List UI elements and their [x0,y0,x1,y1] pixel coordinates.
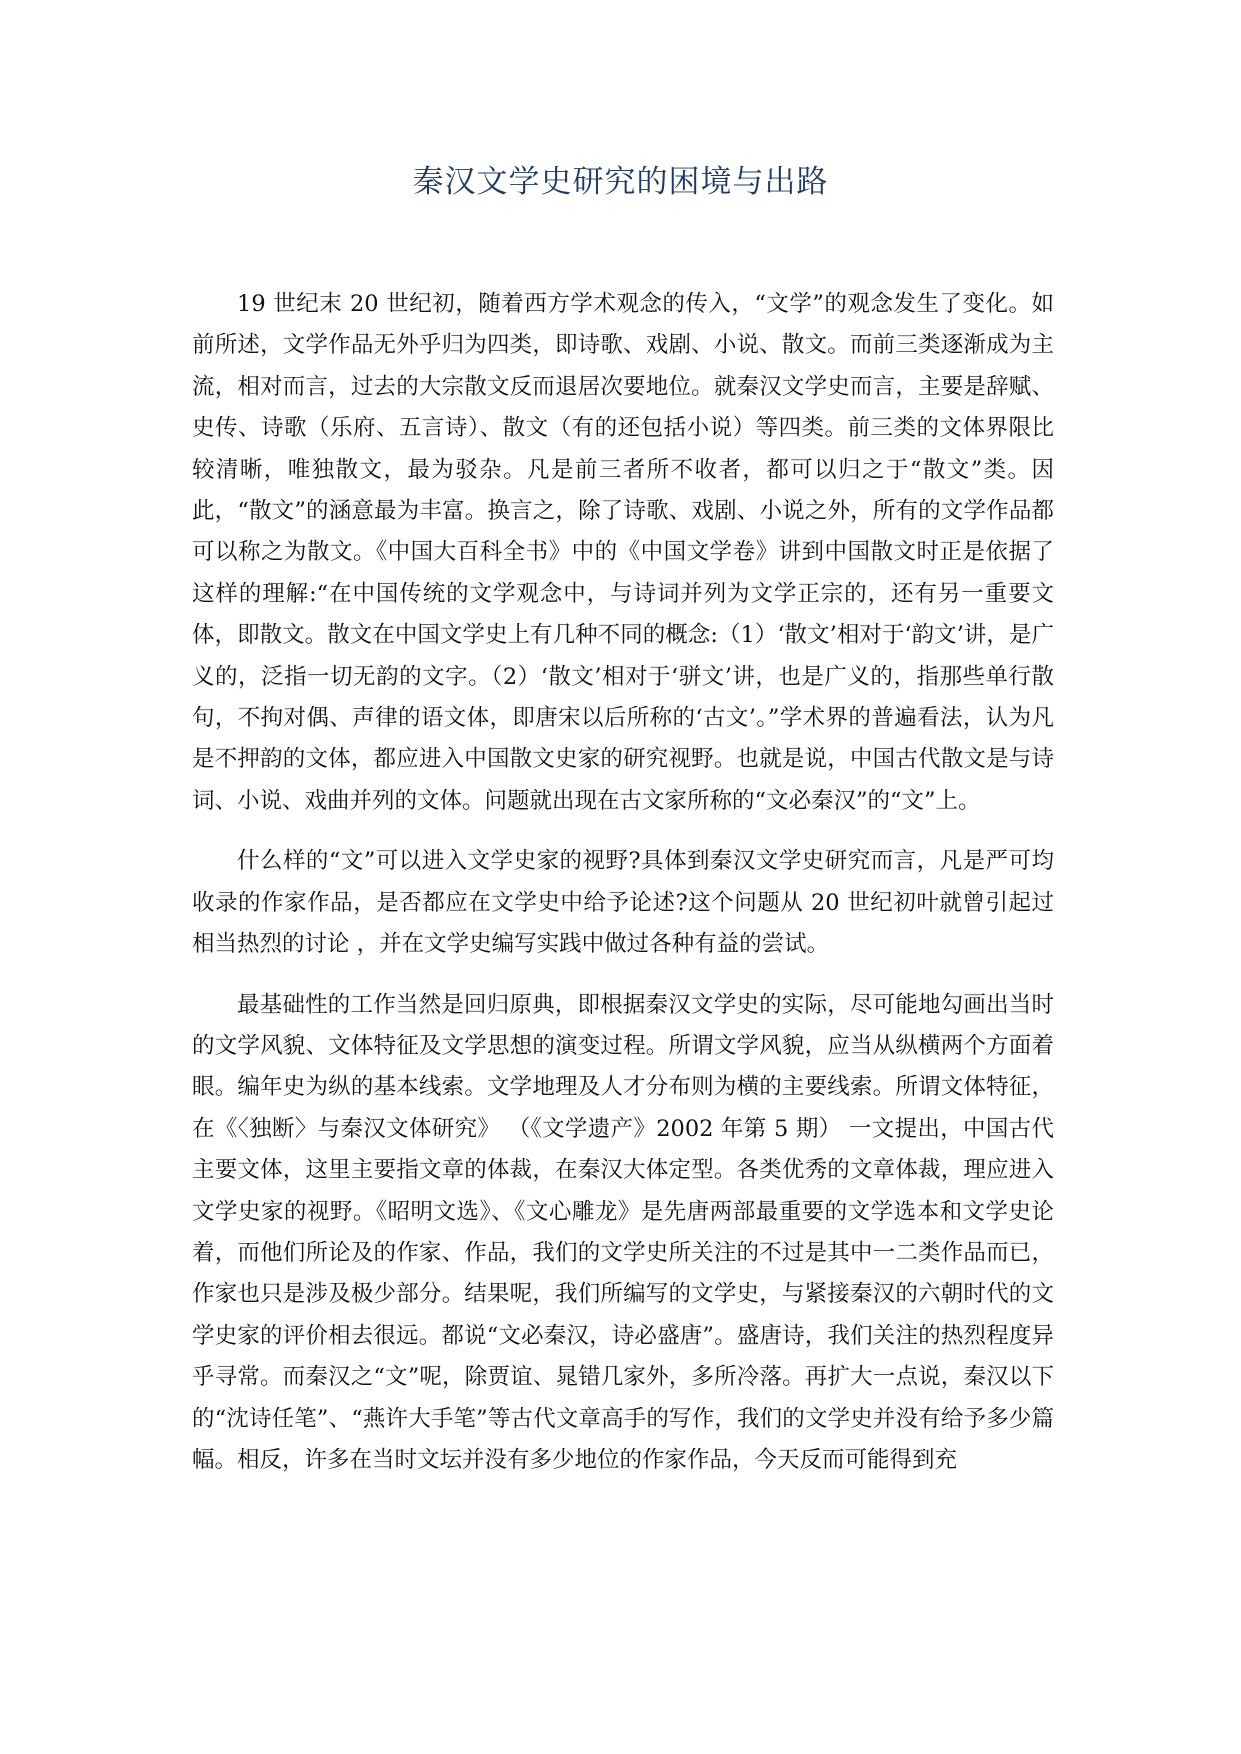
document-title: 秦汉文学史研究的困境与出路 [412,164,829,200]
paragraph: 最基础性的工作当然是回归原典，即根据秦汉文学史的实际，尽可能地勾画出当时的文学风貌、文体特征及文学思想的演变过程。所谓文学风貌，应当从纵横两个方面着眼。编年史为纵的基本线索。文学地理及人才分布则为横的主要线索。所谓文体特征，在《〈独断〉与秦汉文体研究》 （《文学遗产》2002 年第 5 期） 一文提出，中国古代主要文体，这里主要指文章的体裁，在秦汉大体定型。各类优秀的文章体裁，理应进入文学史家的视野。《昭明文选》、《文心雕龙》是先唐两部最重要的文学选本和文学史论着，而他们所论及的作家、作品，我们的文学史所关注的不过是其中一二类作品而已，作家也只是涉及极少部分。结果呢，我们所编写的文学史，与紧接秦汉的六朝时代的文学史家的评价相去很远。都说“文必秦汉，诗必盛唐”。盛唐诗，我们关注的热烈程度异乎寻常。而秦汉之“文”呢，除贾谊、晁错几家外，多所冷落。再扩大一点说，秦汉以下的“沈诗任笔”、“燕许大手笔”等古代文章高手的写作，我们的文学史并没有给予多少篇幅。相反，许多在当时文坛并没有多少地位的作家作品，今天反而可能得到充 [192,991,1054,1473]
document-body [192,284,1054,1500]
paragraph: 19 世纪末 20 世纪初，随着西方学术观念的传入，“文学”的观念发生了变化。如前所述，文学作品无外乎归为四类，即诗歌、戏剧、小说、散文。而前三类逐渐成为主流，相对而言，过去的大宗散文反而退居次要地位。就秦汉文学史而言，主要是辞赋、史传、诗歌（乐府、五言诗）、散文（有的还包括小说）等四类。前三类的文体界限比较清晰，唯独散文，最为驳杂。凡是前三者所不收者，都可以归之于“散文”类。因此，“散文”的涵意最为丰富。换言之，除了诗歌、戏剧、小说之外，所有的文学作品都可以称之为散文。《中国大百科全书》中的《中国文学卷》讲到中国散文时正是依据了这样的理解:“在中国传统的文学观念中，与诗词并列为文学正宗的，还有另一重要文体，即散文。散文在中国文学史上有几种不同的概念:（1）‘散文’相对于‘韵文’讲，是广义的，泛指一切无韵的文字。（2）‘散文’相对于‘骈文’讲，也是广义的，指那些单行散句，不拘对偶、声律的语文体，即唐宋以后所称的‘古文’。”学术界的普遍看法，认为凡是不押韵的文体，都应进入中国散文史家的研究视野。也就是说，中国古代散文是与诗词、小说、戏曲并列的文体。问题就出现在古文家所称的“文必秦汉”的“文”上。 [192,291,1054,814]
paragraph: 什么样的“文”可以进入文学史家的视野?具体到秦汉文学史研究而言，凡是严可均收录的作家作品，是否都应在文学史中给予论述?这个问题从 20 世纪初叶就曾引起过相当热烈的讨论 ，并在文学史编写实践中做过各种有益的尝试。 [192,848,1054,958]
